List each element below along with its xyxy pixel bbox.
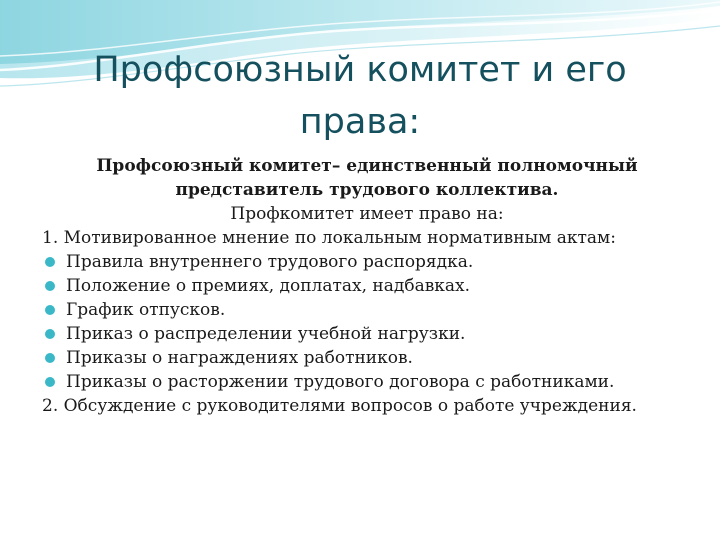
bullet-item xyxy=(42,250,692,274)
lead-line: представитель трудового коллектива. xyxy=(175,180,559,200)
slide-title-line: права: xyxy=(299,102,421,142)
bullet-text: Приказы о расторжении трудового договора с работниками. xyxy=(66,372,615,392)
bullet-text: Правила внутреннего трудового распорядка. xyxy=(66,252,474,272)
bullet-item xyxy=(42,298,692,322)
bullet-text: Приказы о награждениях работников. xyxy=(66,348,413,368)
slide-title-line: Профсоюзный комитет и его xyxy=(93,50,627,90)
bullet-text: Приказ о распределении учебной нагрузки. xyxy=(66,324,466,344)
bullet-dot-icon xyxy=(45,257,55,267)
slide-body xyxy=(42,154,692,418)
bullet-text: График отпусков. xyxy=(66,300,226,320)
lead-line: Профсоюзный комитет– единственный полномочный xyxy=(96,156,638,176)
bullet-dot-icon xyxy=(45,305,55,315)
bullet-item xyxy=(42,370,692,394)
bullet-text: Положение о премиях, доплатах, надбавках. xyxy=(66,276,471,296)
bullet-dot-icon xyxy=(45,377,55,387)
bullet-item xyxy=(42,322,692,346)
bullet-dot-icon xyxy=(45,329,55,339)
bullet-dot-icon xyxy=(45,353,55,363)
bullet-item xyxy=(42,346,692,370)
lead-statement xyxy=(42,154,692,202)
numbered-item-1: 1. Мотивированное мнение по локальным нормативным актам: xyxy=(42,228,616,248)
slide-title xyxy=(40,44,680,148)
numbered-item-2: 2. Обсуждение с руководителями вопросов о работе учреждения. xyxy=(42,396,637,416)
rights-subheading: Профкомитет имеет право на: xyxy=(230,204,504,224)
bullet-dot-icon xyxy=(45,281,55,291)
bullet-item xyxy=(42,274,692,298)
